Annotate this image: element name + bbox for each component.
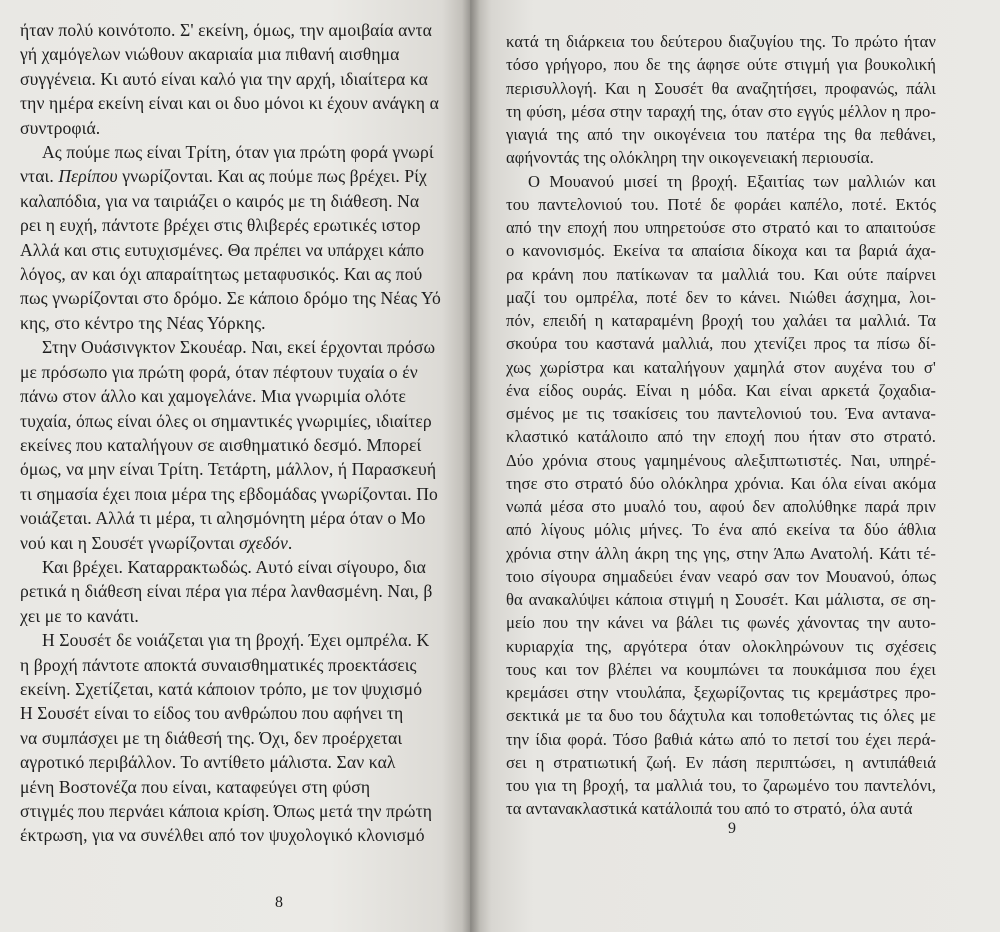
text-line: περισυλλογή. Και η Σουσέτ θα αναζητήσει, προφανώς, πάλι: [506, 78, 936, 98]
text-line: Η Σουσέτ είναι το είδος του ανθρώπου που αφήνει τη: [20, 703, 404, 724]
right-page-text: [506, 30, 1000, 821]
text-line: γή χαμόγελων νιώθουν ακαριαία μια πιθανή αισθημα: [20, 44, 400, 65]
text-line: Αλλά και στις ευτυχισμένες. Θα πρέπει να υπάρχει κάπο: [20, 239, 425, 260]
text-line: κης, στο κέντρο της Νέας Υόρκης.: [20, 312, 266, 333]
text-line: Ο Μουανού μισεί τη βροχή. Εξαιτίας των μαλλιών και: [528, 171, 936, 191]
text-line: καλαπόδια, για να ταιριάζει ο καιρός με τη διάθεση. Να: [20, 190, 420, 211]
text-line: σεκτικά με τα δυο του δάχτυλα και τοποθετώντας τις όλες με: [506, 706, 936, 726]
text-line: μένη Βοστονέζα που είναι, καταφεύγει στη φύση: [20, 776, 371, 797]
text-line: ένα είδος ουράς. Είναι η μόδα. Και είναι αρκετά ζοχαδια-: [506, 380, 936, 400]
text-line: τοιο σίγουρα σημαδεύει έναν νεαρό σαν τον Μουανού, όπως: [506, 566, 936, 586]
text-line: εκείνες που καταλήγουν σε αισθηματικό δεσμό. Μπορεί: [20, 434, 422, 455]
text-line: σει η στρατιωτική ζωή. Εν πάση περιπτώσει, η αντιπάθειά: [506, 752, 936, 772]
text-line: η βροχή πάντοτε αποκτά συναισθηματικές προεκτάσεις: [20, 654, 417, 675]
text-line: πόν, επειδή η καταραμένη βροχή του χαλάει τα μαλλιά. Τα: [506, 311, 936, 330]
text-line: του παντελονιού του. Ποτέ δε φοράει καπέλο, ποτέ. Εκτός: [506, 194, 936, 214]
text-line: νού και η Σουσέτ γνωρίζονται σχεδόν.: [20, 532, 293, 553]
text-line: όμως, να μην είναι Τρίτη. Τετάρτη, μάλλον, ή Παρασκευή: [20, 459, 437, 480]
text-line: τι σημασία έχει ποια μέρα της εβδομάδας γνωρίζονται. Πο: [20, 483, 438, 504]
text-line: συντροφιά.: [20, 117, 101, 138]
text-line: Η Σουσέτ δε νοιάζεται για τη βροχή. Έχει ομπρέλα. Κ: [42, 630, 430, 651]
text-line: λόγος, αν και όχι απαραίτητως μεταφυσικός. Και ας πού: [20, 264, 423, 285]
text-line: χρόνια στην άλλη άκρη της γης, στην Άπω Ανατολή. Κάτι τέ-: [506, 543, 936, 563]
text-line: πως γνωρίζονται στο δρόμο. Σε κάποιο δρόμο της Νέας Υό: [20, 288, 441, 309]
text-line: τυχαία, όπως είναι όλες οι σημαντικές γνωριμίες, ιδιαίτερ: [20, 410, 432, 431]
text-line: ρετικά η διάθεση είναι πέρα για πέρα λανθασμένη. Ναι, β: [20, 581, 433, 602]
right-page: [470, 0, 1000, 932]
left-page-text: [20, 18, 470, 848]
text-line: θα ανακαλύψει κάποια στιγμή η Σουσέτ. Και μάλιστα, σε ση-: [506, 590, 936, 609]
text-line: Δύο χρόνια στους γαμημένους αλεξιπτωτιστές. Ναι, υπηρέ-: [506, 450, 936, 470]
text-line: έκτρωση, για να συνέλθει από τον ψυχολογικό κλονισμό: [20, 825, 425, 846]
text-line: μαζί του ομπρέλα, ποτέ δεν το κάνει. Νιώθει άσχημα, λοι-: [506, 287, 936, 307]
text-line: με πρόσωπο για πρώτη φορά, όταν πέφτουν τυχαία ο έν: [20, 361, 418, 382]
text-line: τους και τον βλέπει να κουμπώνει τα πουκάμισα που έχει: [506, 659, 936, 679]
text-line: πάνω στον άλλο και χαμογελάνε. Μια γνωριμία ολότε: [20, 386, 406, 407]
text-line: νται. Περίπου γνωρίζονται. Και ας πούμε πως βρέχει. Ρίχ: [20, 166, 427, 187]
right-page-number: 9: [728, 820, 736, 837]
text-line: αγροτικό περιβάλλον. Το αντίθετο μάλιστα. Σαν καλ: [20, 752, 396, 773]
text-line: ρα κράνη που πατίκωναν τα μαλλιά του. Και ούτε παίρνει: [506, 264, 936, 284]
text-line: ρει η ευχή, πάντοτε βρέχει στις θλιβερές ερωτικές ιστορ: [20, 215, 421, 236]
text-line: σμένος με τις τσακίσεις του παντελονιού του. Ένα αντανα-: [506, 404, 936, 423]
text-line: κυριαρχία της, αργότερα όταν ολοκληρώνουν τις σχέσεις: [506, 636, 936, 656]
text-line: του για τη βροχή, τα μαλλιά του, το ζαρωμένο του παντελόνι,: [506, 776, 936, 795]
text-line: Και βρέχει. Καταρρακτωδώς. Αυτό είναι σίγουρο, δια: [42, 556, 426, 577]
text-line: τόσο γρήγορο, που δε της άφησε ούτε στιγμή για βουκολική: [506, 55, 936, 75]
text-line: σκούρα του καστανά μαλλιά, που χτενίζει προς τα πίσω δί-: [506, 334, 936, 354]
text-line: νωπά μέσα στο μυαλό του, αφού δεν απολύθηκε παρά πριν: [506, 497, 936, 516]
text-line: τη φύση, μέσα στην ταραχή της, όταν στο εγγύς μέλλον η προ-: [506, 101, 936, 121]
text-line: χως χωρίστρα και καταλήγουν χαμηλά στον αυχένα του σ': [506, 357, 936, 377]
left-page: [0, 0, 470, 932]
text-line: τα αντανακλαστικά κατάλοιπά του από το στρατό, όλα αυτά: [506, 799, 913, 819]
text-line: να συμπάσχει με τη διάθεσή της. Όχι, δεν προέρχεται: [20, 727, 403, 748]
text-line: νοιάζεται. Αλλά τι μέρα, τι αλησμόνητη μέρα όταν ο Μο: [20, 508, 426, 529]
text-line: κλαστικό κατάλοιπο από την εποχή που ήταν στο στρατό.: [506, 427, 936, 447]
text-line: Ας πούμε πως είναι Τρίτη, όταν για πρώτη φορά γνωρί: [42, 142, 434, 163]
text-line: κατά τη διάρκεια του δεύτερου διαζυγίου της. Το πρώτο ήταν: [506, 32, 936, 51]
text-line: εκείνη. Σχετίζεται, κατά κάποιον τρόπο, με τον ψυχισμό: [20, 678, 423, 699]
text-line: γιαγιά της από την οικογένεια του πατέρα της θα πεθάνει,: [506, 125, 936, 144]
text-line: συγγένεια. Κι αυτό είναι καλό για την αρχή, ιδιαίτερα κα: [20, 68, 428, 89]
left-page-number: 8: [275, 894, 283, 911]
text-line: στιγμές που περνάει κάποια κρίση. Όπως μετά την πρώτη: [20, 801, 433, 821]
text-line: κρεμάσει στην ντουλάπα, ξεχωρίζοντας τις κρεμάστρες προ-: [506, 683, 936, 702]
text-line: αφήνοντάς της ολόκληρη την οικογενειακή περιουσία.: [506, 148, 874, 168]
text-line: την ημέρα εκείνη είναι και οι δυο μόνοι κι έχουν ανάγκη α: [20, 93, 439, 114]
text-line: ήταν πολύ κοινότοπο. Σ' εκείνη, όμως, την αμοιβαία αντα: [20, 20, 432, 40]
text-line: ο κανονισμός. Εκείνα τα απαίσια δίκοχα και τα βαριά άχα-: [506, 241, 936, 261]
text-line: Στην Ουάσινγκτον Σκουέαρ. Ναι, εκεί έρχονται πρόσω: [42, 337, 436, 358]
text-line: χει με το κανάτι.: [20, 605, 139, 626]
text-line: μείο που την κάνει να βάλει τις φωνές χάνοντας την αυτο-: [506, 613, 936, 633]
text-line: την ίδια φορά. Τόσο βαθιά κάτω από το πετσί του έχει περά-: [506, 729, 936, 749]
text-line: τησε στο στρατό δύο ολόκληρα χρόνια. Και όλα είναι ακόμα: [506, 473, 936, 493]
text-line: από λίγους μόλις μήνες. Το ένα από εκείνα τα δύο άθλια: [506, 520, 936, 540]
text-line: από την εποχή που υπηρετούσε στο στρατό και το απαιτούσε: [506, 218, 936, 237]
